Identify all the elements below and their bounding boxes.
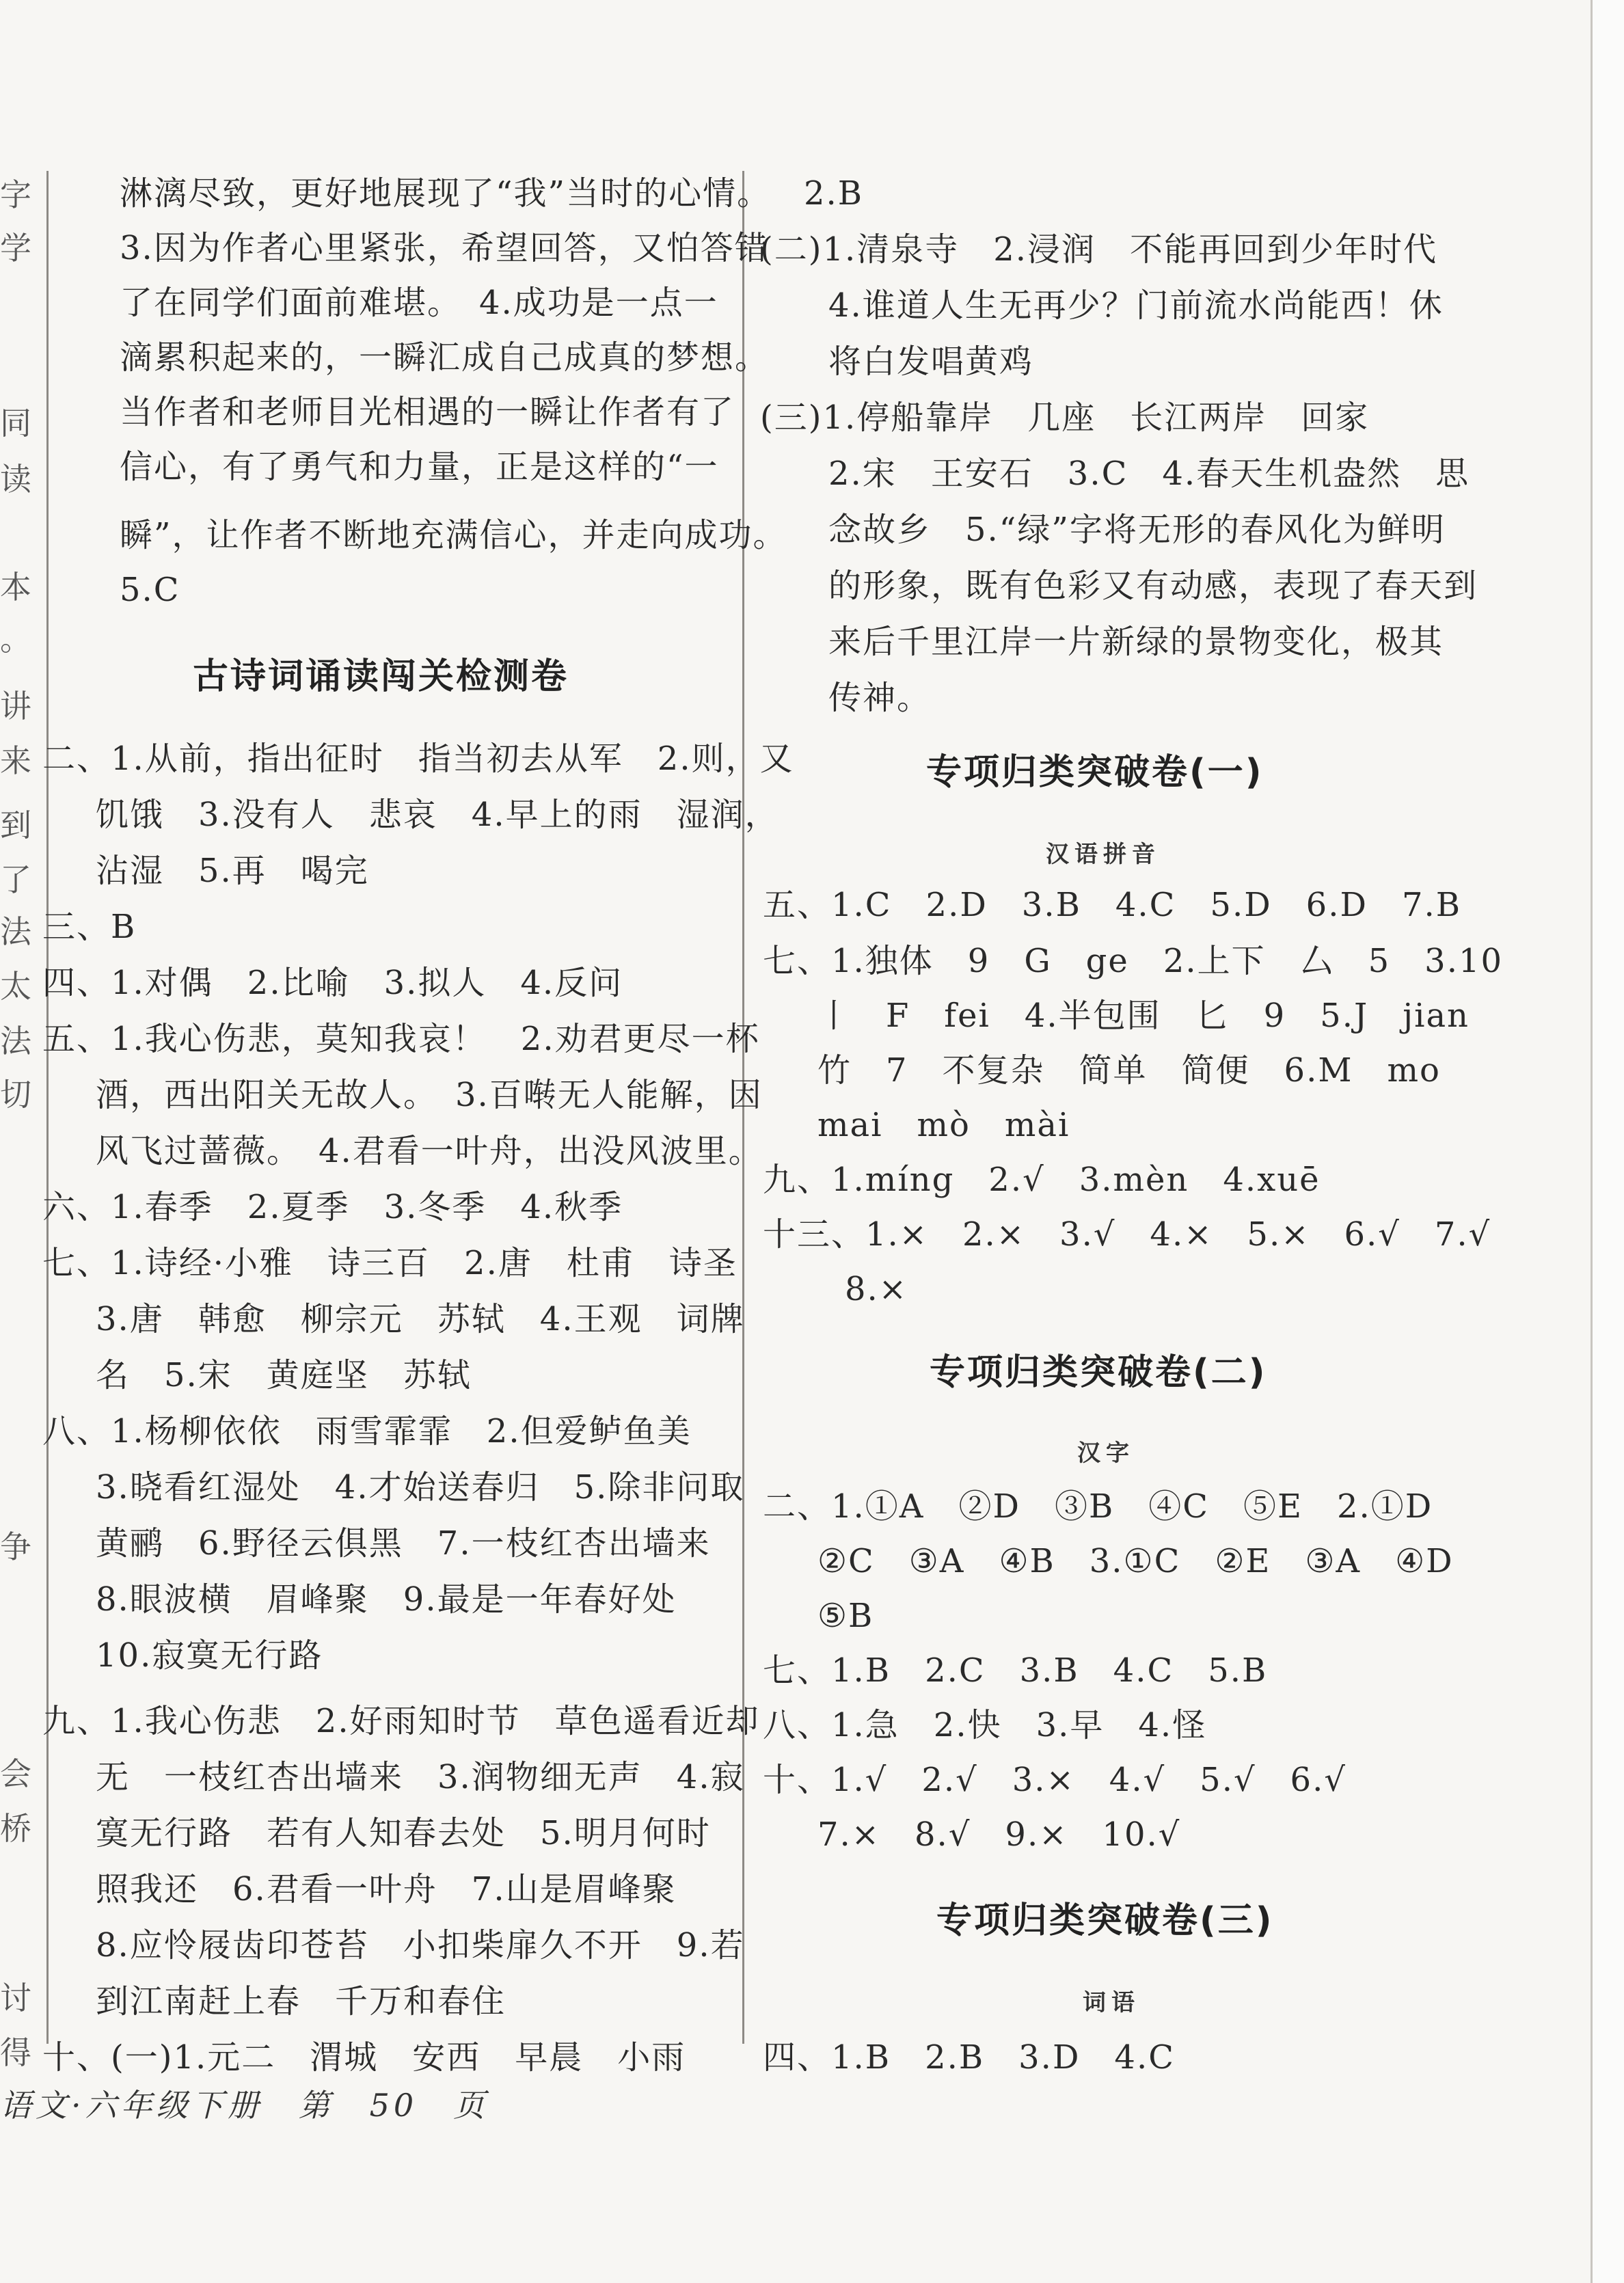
- edge-char: 会: [0, 1755, 31, 1792]
- edge-char: 争: [0, 1528, 31, 1565]
- edge-char: 讲: [0, 688, 31, 725]
- answer-line: 三、B: [42, 908, 137, 946]
- answer-line: 四、1.对偶 2.比喻 3.拟人 4.反问: [42, 964, 623, 1002]
- edge-char: 字: [0, 176, 31, 213]
- answer-line: 瞬”，让作者不断地充满信心，并走向成功。: [120, 516, 787, 554]
- answer-line: 3.晓看红湿处 4.才始送春归 5.除非问取: [96, 1468, 745, 1507]
- answer-line: 十、(一)1.元二 渭城 安西 早晨 小雨: [42, 2038, 686, 2077]
- page-footer: 语文·六年级下册 第 50 页: [0, 2087, 489, 2124]
- edge-char: 切: [0, 1076, 31, 1113]
- answer-line: 2.宋 王安石 3.C 4.春天生机盎然 思: [828, 455, 1470, 493]
- answer-line: 念故乡 5.“绿”字将无形的春风化为鲜明: [828, 511, 1446, 549]
- answer-line: 六、1.春季 2.夏季 3.冬季 4.秋季: [42, 1188, 623, 1226]
- section-subtitle: 汉字: [1077, 1440, 1135, 1467]
- section-title: 专项归类突破卷(三): [936, 1900, 1274, 1941]
- answer-line: 风飞过蔷薇。 4.君看一叶舟，出没风波里。: [96, 1132, 763, 1170]
- edge-char: 学: [0, 230, 31, 267]
- edge-char: 桥: [0, 1810, 31, 1847]
- answer-line: 照我还 6.君看一叶舟 7.山是眉峰聚: [96, 1870, 677, 1908]
- answer-line: 来后千里江岸一片新绿的景物变化，极其: [828, 623, 1444, 661]
- answer-line: 传神。: [828, 679, 932, 717]
- answer-line: 8.应怜屐齿印苍苔 小扣柴扉久不开 9.若: [96, 1926, 745, 1964]
- answer-line: 五、1.C 2.D 3.B 4.C 5.D 6.D 7.B: [763, 886, 1462, 924]
- answer-line: mai mò mài: [817, 1106, 1070, 1144]
- answer-line: 八、1.急 2.快 3.早 4.怪: [763, 1706, 1207, 1744]
- answer-line: 四、1.B 2.B 3.D 4.C: [763, 2038, 1175, 2077]
- answer-line: 当作者和老师目光相遇的一瞬让作者有了: [120, 393, 735, 431]
- answer-line: 八、1.杨柳依依 雨雪霏霏 2.但爱鲈鱼美: [42, 1412, 692, 1450]
- answer-line: 十三、1.× 2.× 3.√ 4.× 5.× 6.√ 7.√: [763, 1215, 1491, 1254]
- answer-line: 无 一枝红杏出墙来 3.润物细无声 4.寂: [96, 1758, 745, 1796]
- edge-char: 到: [0, 807, 31, 843]
- answer-line: 二、1.从前，指出征时 指当初去从军 2.则，又: [42, 740, 794, 778]
- answer-line: 寞无行路 若有人知春去处 5.明月何时: [96, 1814, 711, 1852]
- edge-char: 。: [0, 621, 31, 658]
- answer-line: 信心，有了勇气和力量，正是这样的“一: [120, 448, 719, 486]
- answer-line: 饥饿 3.没有人 悲哀 4.早上的雨 湿润，: [96, 796, 779, 834]
- left-margin-rule: [46, 171, 49, 2044]
- edge-char: 法: [0, 913, 31, 950]
- answer-line: 滴累积起来的，一瞬汇成自己成真的梦想。: [120, 338, 770, 377]
- section-title: 专项归类突破卷(一): [926, 752, 1264, 793]
- answer-line: 沾湿 5.再 喝完: [96, 852, 369, 890]
- answer-line: 淋漓尽致，更好地展现了“我”当时的心情。: [120, 174, 772, 213]
- edge-char: 讨: [0, 1980, 31, 2016]
- section-subtitle: 汉语拼音: [1046, 841, 1161, 868]
- edge-char: 读: [0, 461, 31, 498]
- answer-line: 8.×: [845, 1270, 908, 1308]
- answer-line: 二、1.①A ②D ③B ④C ⑤E 2.①D: [763, 1487, 1433, 1526]
- edge-char: 太: [0, 968, 31, 1005]
- answer-line: 丨 F fei 4.半包围 匕 9 5.J jian: [817, 997, 1470, 1035]
- answer-line: 竹 7 不复杂 简单 简便 6.M mo: [817, 1051, 1441, 1090]
- answer-line: 3.因为作者心里紧张，希望回答，又怕答错: [120, 229, 769, 267]
- answer-line: 10.寂寞无行路: [96, 1636, 323, 1675]
- section-title: 古诗词诵读闯关检测卷: [193, 656, 569, 697]
- answer-line: 名 5.宋 黄庭坚 苏轼: [96, 1356, 472, 1394]
- right-page-edge: [1591, 0, 1624, 2283]
- edge-char: 来: [0, 742, 31, 779]
- answer-line: 黄鹂 6.野径云俱黑 7.一枝红杏出墙来: [96, 1524, 711, 1563]
- answer-line: 3.唐 韩愈 柳宗元 苏轼 4.王观 词牌: [96, 1300, 745, 1338]
- answer-line: 七、1.独体 9 G ge 2.上下 厶 5 3.10: [763, 942, 1504, 980]
- answer-line: 2.B: [804, 174, 864, 213]
- answer-line: 七、1.诗经·小雅 诗三百 2.唐 杜甫 诗圣: [42, 1244, 737, 1282]
- answer-line: 九、1.我心伤悲 2.好雨知时节 草色遥看近却: [42, 1702, 760, 1740]
- answer-line: 的形象，既有色彩又有动感，表现了春天到: [828, 567, 1478, 605]
- answer-line: ②C ③A ④B 3.①C ②E ③A ④D: [817, 1542, 1454, 1580]
- edge-char: 了: [0, 861, 31, 898]
- answer-line: 五、1.我心伤悲，莫知我哀！ 2.劝君更尽一杯: [42, 1020, 760, 1058]
- edge-char: 法: [0, 1023, 31, 1059]
- answer-line: 到江南赶上春 千万和春住: [96, 1982, 506, 2021]
- answer-line: 7.× 8.√ 9.× 10.√: [817, 1815, 1181, 1854]
- section-subtitle: 词语: [1083, 1989, 1140, 2016]
- answer-line: 将白发唱黄鸡: [828, 342, 1034, 381]
- answer-line: 5.C: [120, 571, 180, 609]
- answer-line: 了在同学们面前难堪。 4.成功是一点一: [120, 284, 718, 322]
- answer-line: 七、1.B 2.C 3.B 4.C 5.B: [763, 1651, 1268, 1690]
- edge-char: 得: [0, 2034, 31, 2071]
- answer-line: (三)1.停船靠岸 几座 长江两岸 回家: [760, 398, 1370, 437]
- answer-line: 十、1.√ 2.√ 3.× 4.√ 5.√ 6.√: [763, 1761, 1346, 1799]
- answer-line: 8.眼波横 眉峰聚 9.最是一年春好处: [96, 1580, 677, 1619]
- edge-char: 同: [0, 405, 31, 442]
- answer-line: 九、1.míng 2.√ 3.mèn 4.xuē: [763, 1161, 1321, 1199]
- answer-line: (二)1.清泉寺 2.浸润 不能再回到少年时代: [760, 230, 1438, 269]
- answer-line: 酒，西出阳关无故人。 3.百啭无人能解，因: [96, 1076, 763, 1114]
- answer-line: 4.谁道人生无再少？门前流水尚能西！休: [828, 286, 1444, 325]
- edge-char: 本: [0, 569, 31, 606]
- answer-line: ⑤B: [817, 1597, 874, 1635]
- section-title: 专项归类突破卷(二): [930, 1352, 1267, 1393]
